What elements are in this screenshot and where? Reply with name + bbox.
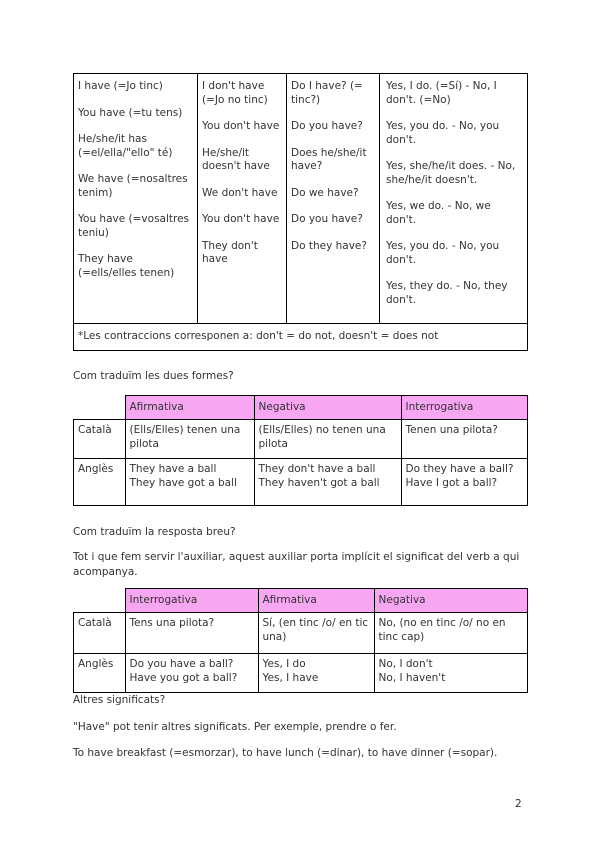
question-short-answer: Com traduïm la resposta breu? [73,526,236,538]
cell: You don't have [202,213,280,225]
have-conjugation-table [73,73,528,351]
cell: Do they have? [291,239,367,252]
table-row [74,420,528,459]
cell: Yes, I do. (=Sí) - No, I don't. (=No) [386,80,497,106]
question-forms: Com traduïm les dues formes? [73,370,234,382]
header-cell: Afirmativa [125,396,254,420]
cell: I have (=Jo tinc) [78,80,163,92]
table-row [74,459,528,506]
paragraph-have-meanings: "Have" pot tenir altres significats. Per exemple, prendre o fer. [73,721,397,733]
paragraph-examples: To have breakfast (=esmorzar), to have lunch (=dinar), to have dinner (=sopar). [73,747,498,759]
table-row [74,654,528,693]
cell: Tenen una pilota? [401,420,528,459]
cell: Yes, she/he/it does. - No, she/he/it doesn't. [386,160,516,186]
table-row [74,613,528,654]
cell: They have a ball They have got a ball [125,459,254,506]
header-cell: Interrogativa [125,589,258,613]
header-cell: Negativa [374,589,528,613]
cell: I don't have (=Jo no tinc) [202,80,268,106]
cell: Do they have a ball? Have I got a ball? [401,459,528,506]
cell: Yes, you do. - No, you don't. [386,240,500,266]
cell: (Ells/Elles) tenen una pilota [125,420,254,459]
paragraph-auxiliary: Tot i que fem servir l'auxiliar, aquest auxiliar porta implícit el significat del verb a qui acompanya. [73,551,520,578]
cell: Yes, we do. - No, we don't. [386,200,491,226]
negative-column [198,74,287,324]
cell: We don't have [202,186,278,199]
cell: You have (=vosaltres teniu) [78,213,190,239]
row-label: Anglès [74,459,126,506]
section-heading: Altres significats? [73,694,166,706]
cell: No, (no en tinc /o/ no en tinc cap) [374,613,528,654]
cell: We have (=nosaltres tenim) [78,173,188,199]
header-cell: Interrogativa [401,396,528,420]
row-label: Anglès [74,654,126,693]
cell: Do you have? [291,120,363,132]
cell: They don't have a ball They haven't got a ball [254,459,401,506]
empty-corner [74,396,126,420]
cell: Sí, (en tinc /o/ en tic una) [258,613,374,654]
page-number: 2 [515,798,522,810]
row-label: Català [74,613,126,654]
cell: You have (=tu tens) [78,106,183,119]
cell: They have (=ells/elles tenen) [78,253,175,279]
cell: He/she/it has (=el/ella/"ello" té) [78,133,173,159]
cell: Yes, they do. - No, they don't. [386,280,508,306]
cell: He/she/it doesn't have [202,146,270,172]
header-cell: Negativa [254,396,401,420]
translation-forms-table [73,395,528,506]
cell: Yes, I do Yes, I have [258,654,374,693]
cell: Do you have a ball? Have you got a ball? [125,654,258,693]
cell: Do I have? (= tinc?) [291,80,363,106]
cell: You don't have [202,120,280,132]
cell: Does he/she/it have? [291,146,367,172]
empty-corner [74,589,126,613]
cell: Yes, you do. - No, you don't. [386,120,500,146]
cell: They don't have [202,239,258,265]
interrogative-column [287,74,380,324]
header-cell: Afirmativa [258,589,374,613]
cell: No, I don't No, I haven't [374,654,528,693]
row-label: Català [74,420,126,459]
short-answer-table [73,588,528,693]
short-answer-column [380,74,528,324]
footnote: *Les contraccions corresponen a: don't = do not, doesn't = does not [74,324,528,351]
cell: Do you have? [291,213,363,225]
cell: Tens una pilota? [125,613,258,654]
cell: (Ells/Elles) no tenen una pilota [254,420,401,459]
affirmative-column [74,74,198,324]
cell: Do we have? [291,186,359,199]
